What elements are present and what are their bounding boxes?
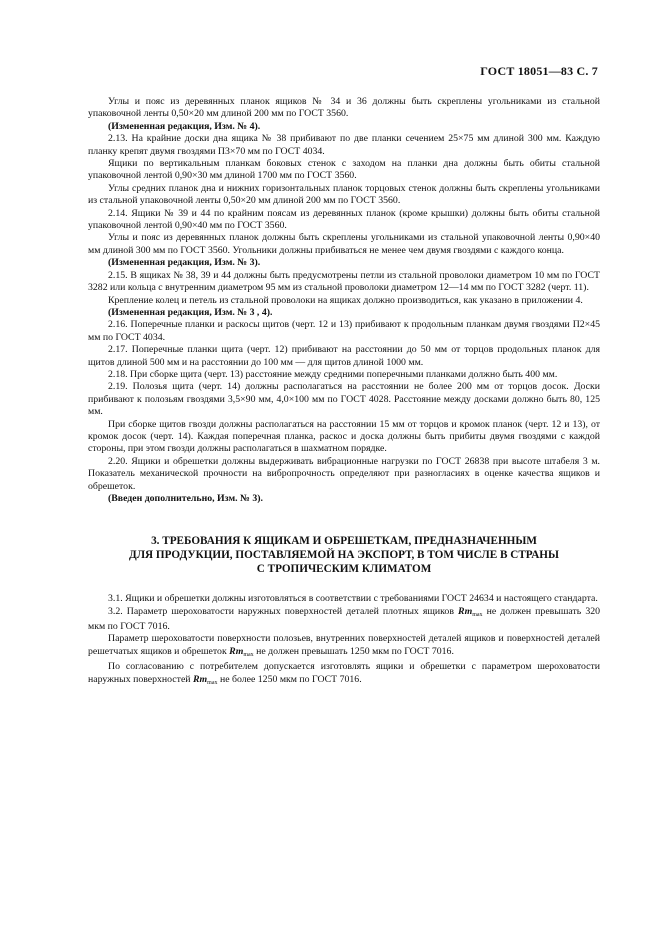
roughness-symbol: $Rm_{max}$ <box>458 605 483 618</box>
paragraph: Углы средних планок дна и нижних горизонтальных планок торцовых стенок должны быть скреплены угольниками из стальной упаковочной ленты 0,50×20 мм длиной 200 мм по ГОСТ 3560. <box>88 182 600 207</box>
amendment-note: (Измененная редакция, Изм. № 4). <box>108 120 261 132</box>
paragraph: При сборке щитов гвозди должны располагаться на расстоянии 15 мм от торцов и кромок планок (черт. 12 и 13), от кромок досок (черт. 14). Каждая поперечная планка, раскос и доска должны быть прибиты двумя гвоздями с каждой стороны, при этом гвозди должны располагаться в шахматном порядке. <box>88 418 600 455</box>
page-header: ГОСТ 18051—83 С. 7 <box>480 64 598 78</box>
paragraph: 2.16. Поперечные планки и раскосы щитов (черт. 12 и 13) прибивают к продольным планкам двумя гвоздями П2×45 мм по ГОСТ 4034. <box>88 319 600 343</box>
paragraph: 2.18. При сборке щита (черт. 13) расстояние между средними поперечными планками должно быть 400 мм. <box>108 368 558 380</box>
paragraph-3-2: 3.2. Параметр шероховатости наружных поверхностей деталей плотных ящиков $Rm_{max}$ не должен превышать 320 мкм по ГОСТ 7016. <box>88 605 601 632</box>
paragraph: 2.20. Ящики и обрешетки должны выдерживать вибрационные нагрузки по ГОСТ 26838 при высоте штабеля 3 м. Показатель механической прочности на вибропрочность определяют при разногласиях в оценке качества ящиков и обрешеток. <box>88 455 600 492</box>
section-heading-line: С ТРОПИЧЕСКИМ КЛИМАТОМ <box>256 562 432 575</box>
paragraph-3-2-c: По согласованию с потребителем допускается изготовлять ящики и обрешетки с параметром шероховатости наружных поверхностей $Rm_{max}$ не более 1250 мкм по ГОСТ 7016. <box>88 661 600 686</box>
paragraph-list <box>88 96 600 505</box>
roughness-symbol: $Rm_{max}$ <box>193 673 218 686</box>
paragraph: Крепление колец и петель из стальной проволоки на ящиках должно производиться, как указано в приложении 4. <box>108 294 583 306</box>
paragraph: 2.14. Ящики № 39 и 44 по крайним поясам из деревянных планок (кроме крышки) должны быть обиты стальной упаковочной лентой 0,90×40 мм по ГОСТ 3560. <box>88 207 600 232</box>
section-heading-line: ДЛЯ ПРОДУКЦИИ, ПОСТАВЛЯЕМОЙ НА ЭКСПОРТ, В ТОМ ЧИСЛЕ В СТРАНЫ <box>129 549 559 561</box>
paragraph: 2.15. В ящиках № 38, 39 и 44 должны быть предусмотрены петли из стальной проволоки диаметром 10 мм по ГОСТ 3282 или кольца с внутренним диаметром 95 мм из стальной проволоки диаметром 12—14 мм по ГОСТ 3282 (черт. 11). <box>88 269 600 294</box>
paragraph-3-2-b: Параметр шероховатости поверхности полозьев, внутренних поверхностей деталей ящиков и поверхностей деталей решетчатых ящиков и обрешеток $Rm_{max}$ не должен превышать 1250 мкм по ГОСТ 7016. <box>88 633 600 658</box>
paragraph: 2.13. На крайние доски дна ящика № 38 прибивают по две планки сечением 25×75 мм длиной 300 мм. Каждую планку крепят двумя гвоздями П3×70 мм по ГОСТ 4034. <box>88 133 600 157</box>
paragraph: Углы и пояс из деревянных планок ящиков № 34 и 36 должны быть скреплены угольниками из стальной упаковочной ленты 0,50×20 мм длиной 200 мм по ГОСТ 3560. <box>88 96 600 120</box>
paragraph: 2.19. Полозья щита (черт. 14) должны располагаться на расстоянии не более 200 мм от торцов досок. Доски прибивают к полозьям гвоздями 3,5×90 мм, 4,0×100 мм по ГОСТ 4028. Расстояние между досками должно быть 80, 125 мм. <box>88 381 600 418</box>
roughness-symbol: $Rm_{max}$ <box>229 645 254 658</box>
paragraph-3-1: 3.1. Ящики и обрешетки должны изготовляться в соответствии с требованиями ГОСТ 24634 и настоящего стандарта. <box>108 593 598 605</box>
amendment-note: (Введен дополнительно, Изм. № 3). <box>108 493 263 504</box>
amendment-note: (Измененная редакция, Изм. № 3). <box>108 257 261 269</box>
document-body <box>88 96 600 689</box>
section-heading-line: 3. ТРЕБОВАНИЯ К ЯЩИКАМ И ОБРЕШЕТКАМ, ПРЕДНАЗНАЧЕННЫМ <box>151 535 537 548</box>
paragraph: Углы и пояс из деревянных планок должны быть скреплены угольниками из стальной упаковочной ленты 0,90×40 мм длиной 300 мм по ГОСТ 3560. Угольники должны прибиваться не менее чем двумя гвоздями с каждого конца. <box>88 232 600 256</box>
paragraph: 2.17. Поперечные планки щита (черт. 12) прибивают на расстоянии до 50 мм от торцов продольных планок для щитов длиной 500 мм и на расстоянии до 100 мм — для щитов длиной 1000 мм. <box>88 344 600 368</box>
amendment-note: (Измененная редакция, Изм. № 3 , 4). <box>108 306 273 318</box>
paragraph: Ящики по вертикальным планкам боковых стенок с заходом на планки дна должны быть обиты стальной упаковочной лентой 0,90×30 мм длиной 1700 мм по ГОСТ 3560. <box>88 158 600 182</box>
section-heading <box>88 535 600 576</box>
